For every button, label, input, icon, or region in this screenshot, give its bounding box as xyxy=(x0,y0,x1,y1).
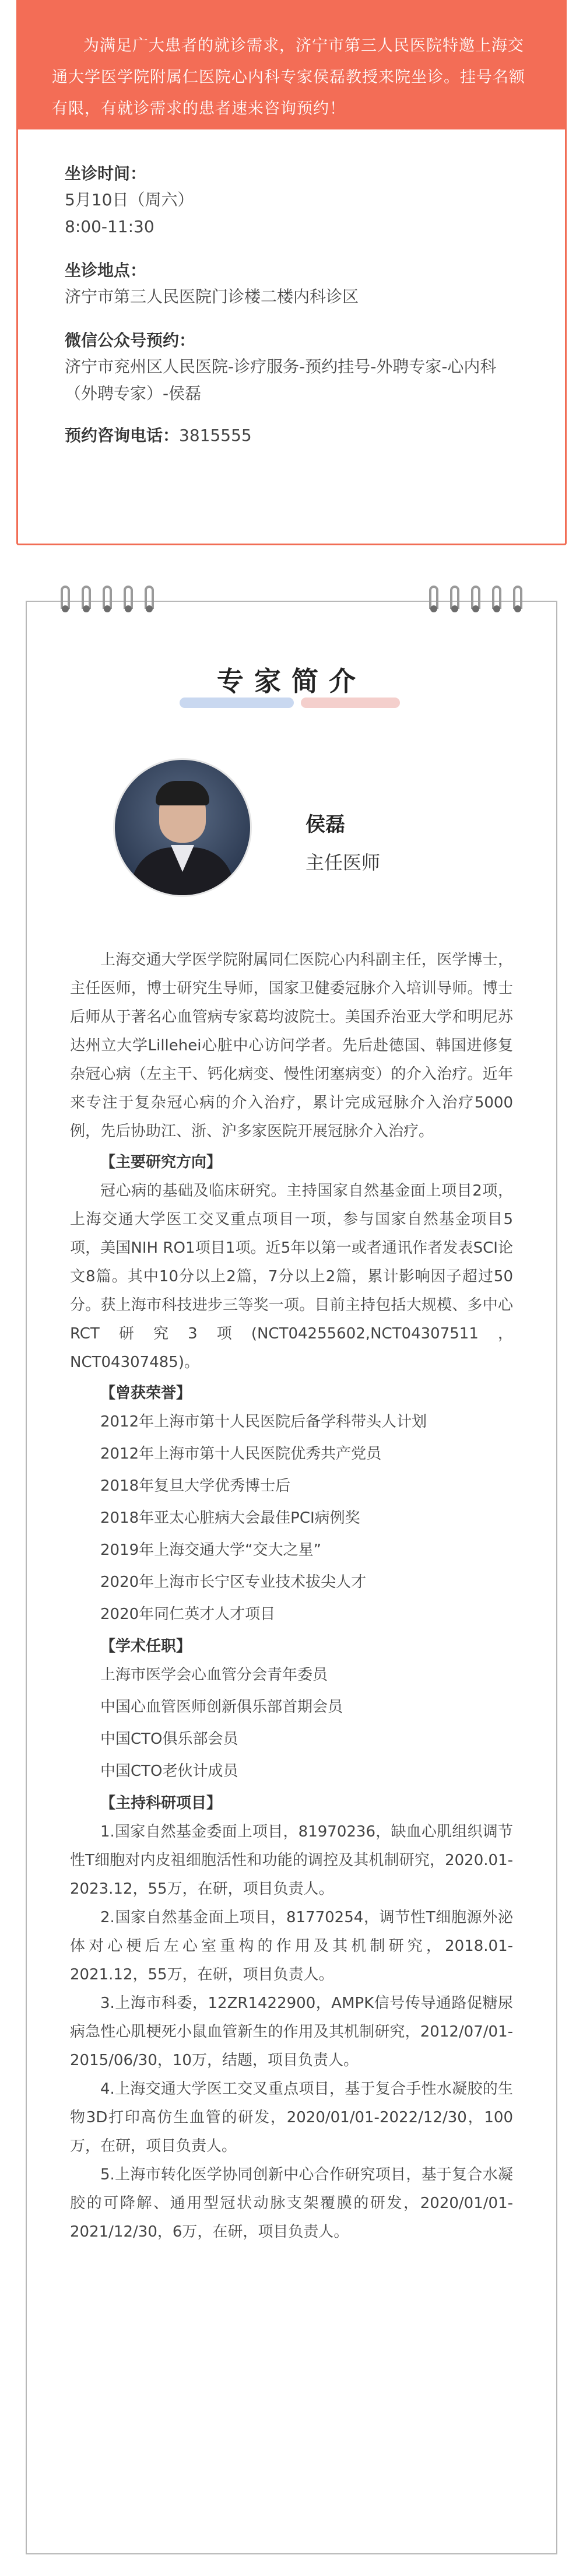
date-value: 5月10日（周六） xyxy=(65,190,194,209)
honor-item: 2020年上海市长宁区专业技术拔尖人才 xyxy=(100,1573,367,1591)
expert-content xyxy=(70,946,513,2246)
position-item: 中国CTO老伙计成员 xyxy=(100,1762,238,1780)
honors-heading: 【曾获荣誉】 xyxy=(100,1385,192,1402)
phone-value: 3815555 xyxy=(179,426,252,445)
binder-ring-icon xyxy=(124,586,133,609)
expert-name: 侯磊 xyxy=(305,813,345,836)
honor-item: 2019年上海交通大学“交大之星” xyxy=(100,1541,322,1559)
positions-heading: 【学术任职】 xyxy=(100,1638,192,1655)
project-item: 2.国家自然基金面上项目，81770254，调节性T细胞源外泌体对心梗后左心室重构的作用及其机制研究，2018.01-2021.12，55万，在研，项目负责人。 xyxy=(70,1909,513,1983)
hours-value: 8:00-11:30 xyxy=(65,217,154,236)
section-title xyxy=(27,660,556,713)
research-heading: 【主要研究方向】 xyxy=(100,1154,222,1171)
place-value: 济宁市第三人民医院门诊楼二楼内科诊区 xyxy=(65,287,359,306)
binder-ring-icon xyxy=(471,586,480,609)
binder-ring-icon xyxy=(492,586,501,609)
honor-item: 2012年上海市第十人民医院后备学科带头人计划 xyxy=(100,1413,427,1431)
photo-hair xyxy=(156,781,209,805)
binder-ring-icon xyxy=(61,586,70,609)
project-item: 4.上海交通大学医工交叉重点项目，基于复合手性水凝胶的生物3D打印高仿生血管的研发，2020/01/01-2022/12/30，100万，在研，项目负责人。 xyxy=(70,2080,513,2155)
schedule-info xyxy=(18,129,565,449)
honor-item: 2018年复旦大学优秀博士后 xyxy=(100,1477,291,1495)
binder-ring-icon xyxy=(145,586,154,609)
position-item: 中国CTO俱乐部会员 xyxy=(100,1730,238,1748)
project-item: 3.上海市科委，12ZR1422900，AMPK信号传导通路促糖尿病急性心肌梗死小鼠血管新生的作用及其机制研究，2012/07/01-2015/06/30，10万，结题，项目负责人。 xyxy=(70,1995,513,2069)
place-label: 坐诊地点： xyxy=(65,261,147,280)
position-item: 中国心血管医师创新俱乐部首期会员 xyxy=(100,1698,343,1716)
time-label: 坐诊时间： xyxy=(65,164,147,183)
expert-role: 主任医师 xyxy=(305,851,381,874)
title-underline-blue xyxy=(180,698,294,708)
honor-item: 2020年同仁英才人才项目 xyxy=(100,1606,276,1623)
expert-intro-card xyxy=(26,601,557,2554)
section-title-text: 专家简介 xyxy=(217,665,366,697)
title-underline-pink xyxy=(301,698,400,708)
binder-ring-icon xyxy=(103,586,112,609)
projects-heading: 【主持科研项目】 xyxy=(100,1795,222,1812)
binder-ring-icon xyxy=(82,586,91,609)
project-item: 1.国家自然基金委面上项目，81970236，缺血心肌组织调节性T细胞对内皮祖细胞活性和功能的调控及其机制研究，2020.01-2023.12，55万，在研，项目负责人。 xyxy=(70,1823,513,1898)
notice-banner: 为满足广大患者的就诊需求，济宁市第三人民医院特邀上海交通大学医学院附属仁医院心内科专家侯磊教授来院坐诊。挂号名额有限，有就诊需求的患者速来咨询预约！ xyxy=(18,0,565,129)
binder-ring-icon xyxy=(450,586,459,609)
expert-bio: 上海交通大学医学院附属同仁医院心内科副主任，医学博士，主任医师，博士研究生导师，国家卫健委冠脉介入培训导师。博士后师从于著名心血管病专家葛均波院士。美国乔治亚大学和明尼苏达州立大学Lillehei心脏中心访问学者。先后赴德国、韩国进修复杂冠心病（左主干、钙化病变、慢性闭塞病变）的介入治疗。近年来专注于复杂冠心病的介入治疗，累计完成冠脉介入治疗5000例，先后协助江、浙、沪多家医院开展冠脉介入治疗。 xyxy=(70,951,513,1140)
honor-item: 2012年上海市第十人民医院优秀共产党员 xyxy=(100,1445,382,1463)
schedule-card xyxy=(16,0,567,545)
phone-row xyxy=(65,422,565,449)
wechat-label: 微信公众号预约： xyxy=(65,331,196,350)
binder-rings xyxy=(27,586,556,621)
research-text: 冠心病的基础及临床研究。主持国家自然基金面上项目2项，上海交通大学医工交叉重点项目一项，参与国家自然基金项目5项，美国NIH RO1项目1项。近5年以第一或者通讯作者发表SCI论文8篇。其中10分以上2篇，7分以上2篇，累计影响因子超过50分。获上海市科技进步三等奖一项。目前主持包括大规模、多中心RCT研究3项(NCT04255602,NCT04307511，NCT04307485)。 xyxy=(70,1182,513,1371)
wechat-path: 济宁市兖州区人民医院-诊疗服务-预约挂号-外聘专家-心内科（外聘专家）-侯磊 xyxy=(65,357,497,403)
project-item: 5.上海市转化医学协同创新中心合作研究项目，基于复合水凝胶的可降解、通用型冠状动脉支架覆膜的研发，2020/01/01-2021/12/30，6万，在研，项目负责人。 xyxy=(70,2166,513,2241)
position-item: 上海市医学会心血管分会青年委员 xyxy=(100,1666,328,1684)
honor-item: 2018年亚太心脏病大会最佳PCI病例奖 xyxy=(100,1509,360,1527)
phone-label: 预约咨询电话： xyxy=(65,426,180,445)
binder-ring-icon xyxy=(513,586,522,609)
binder-ring-icon xyxy=(429,586,438,609)
expert-photo xyxy=(113,758,252,897)
